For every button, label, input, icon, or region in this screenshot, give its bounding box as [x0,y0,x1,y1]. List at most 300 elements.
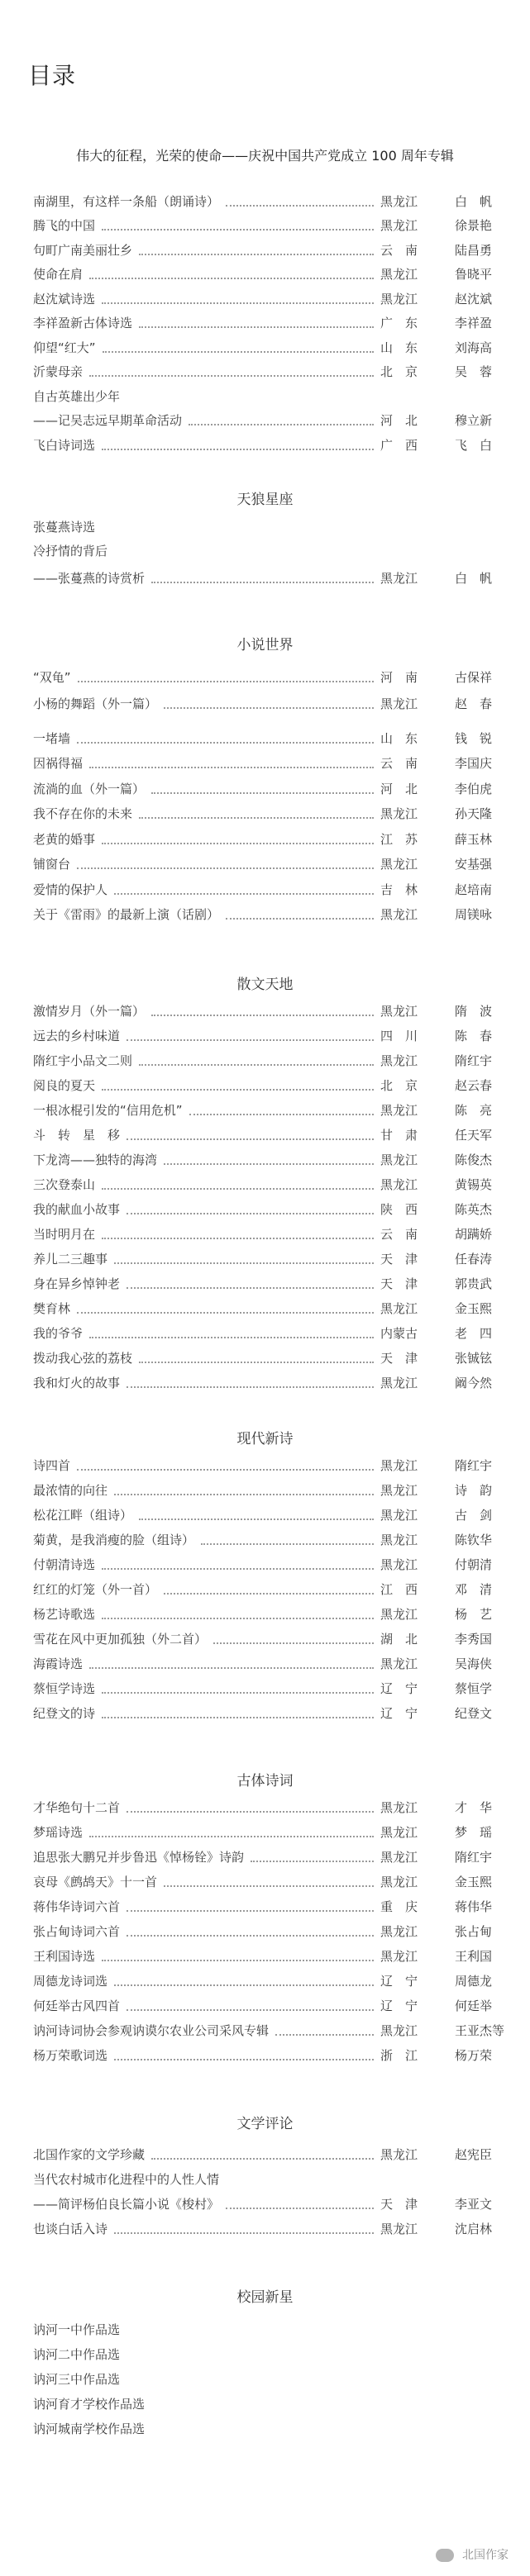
entry-province: 黑龙江 [380,806,418,821]
dot-leader [164,707,374,709]
entry-title: 我不存在你的未来 [33,804,134,824]
dot-leader [114,2232,374,2234]
dot-leader [139,1064,374,1066]
entry-title: 我的爷爷 [33,1324,84,1343]
watermark-text: 北国作家 [462,2549,509,2562]
section-title: 校园新星 [236,2289,294,2306]
entry-title: 冷抒情的背后 [33,541,109,561]
entry-title: 一根冰棍引发的“信用危机” [33,1100,184,1120]
entry-title: 张占甸诗词六首 [33,1922,122,1942]
entry-title: 蒋伟华诗词六首 [33,1897,122,1917]
dot-leader [127,1386,374,1388]
entry-title: 何廷举古风四首 [33,1996,122,2016]
dot-leader [189,1114,374,1115]
entry-author: 钱 锐 [455,731,493,746]
toc-entry[interactable] [33,1175,504,1195]
entry-province: 四 川 [380,1029,418,1043]
entry-title: 最浓情的向往 [33,1480,109,1500]
entry-province: 陕 西 [380,1202,418,1217]
dot-leader [78,681,374,682]
entry-province: 黑龙江 [380,1004,418,1019]
entry-province: 江 西 [380,1582,418,1597]
entry-province: 重 庆 [380,1899,418,1914]
entry-title: 关于《雷雨》的最新上演（话剧） [33,905,221,924]
dot-leader [89,278,374,279]
entry-title: 隋红宇小品文二则 [33,1051,134,1071]
entry-title: 李祥盈新古体诗选 [33,313,134,333]
dot-leader [127,1287,374,1289]
dot-leader [102,229,374,231]
entry-author: 隋红宇 [455,1053,493,1068]
dot-leader [164,1593,374,1595]
entry-author: 张占甸 [455,1924,493,1939]
entry-title: 养儿二三趣事 [33,1249,109,1269]
toc-entry[interactable] [33,668,504,687]
toc-entry[interactable] [33,1996,504,2016]
entry-province: 黑龙江 [380,907,418,922]
entry-author: 赵培南 [455,882,493,897]
entry-author: 杨万荣 [455,2048,493,2063]
entry-author: 孙天隆 [455,806,493,821]
toc-entry[interactable] [33,192,504,211]
toc-entry[interactable] [33,1897,504,1917]
entry-province: 黑龙江 [380,1533,418,1547]
entry-title: 我的献血小故事 [33,1200,122,1219]
entry-title: 飞白诗词选 [33,435,97,455]
entry-province: 黑龙江 [380,1153,418,1167]
entry-author: 赵 春 [455,696,493,711]
dot-leader [102,1089,374,1091]
entry-author: 周镁咏 [455,907,493,922]
entry-province: 天 津 [380,1276,418,1291]
entry-province: 黑龙江 [380,1607,418,1622]
watermark [436,2546,509,2563]
entry-province: 云 南 [380,1227,418,1242]
dot-leader [102,1618,374,1619]
entry-province: 黑龙江 [380,696,418,711]
dot-leader [275,2034,374,2036]
entry-title: 当时明月在 [33,1224,97,1244]
dot-leader [164,1885,374,1887]
entry-title: 张蔓燕诗选 [33,517,97,537]
entry-province: 黑龙江 [380,2222,418,2236]
entry-author: 蒋伟华 [455,1899,493,1914]
toc-entry[interactable] [33,2021,504,2041]
dot-leader [127,1910,374,1912]
toc-entry[interactable] [33,1076,504,1096]
toc-entry[interactable] [33,1456,504,1476]
toc-entry[interactable] [33,362,504,382]
dot-leader [89,1836,374,1837]
entry-title: 菊黄，是我消瘦的脸（组诗） [33,1530,196,1550]
entry-author: 付朝清 [455,1557,493,1572]
entry-province: 黑龙江 [380,1949,418,1964]
entry-author: 金玉熙 [455,1301,493,1316]
entry-province: 黑龙江 [380,1458,418,1473]
entry-title: 阅良的夏天 [33,1076,97,1096]
entry-author: 白 帆 [455,194,493,209]
toc-entry[interactable] [33,1555,504,1575]
entry-title: 樊育林 [33,1299,72,1319]
toc-entry[interactable] [33,1847,504,1867]
entry-author: 鲁晓平 [455,267,493,282]
section-title: 小说世界 [236,637,294,654]
dot-leader [127,1811,374,1813]
toc-entry[interactable] [33,1051,504,1071]
dot-leader [201,1543,374,1545]
entry-province: 黑龙江 [380,1557,418,1572]
entry-title: 讷河育才学校作品选 [33,2394,146,2414]
toc-entry[interactable] [33,1224,504,1244]
entry-title: 讷河城南学校作品选 [33,2419,146,2439]
entry-title: 身在异乡悼钟老 [33,1274,122,1294]
entry-title: 激情岁月（外一篇） [33,1001,146,1021]
entry-title: 下龙湾——独特的海湾 [33,1150,159,1170]
entry-title: 也谈白话入诗 [33,2219,109,2239]
toc-entry[interactable] [33,1249,504,1269]
toc-entry[interactable] [33,1125,504,1145]
entry-author: 李国庆 [455,756,493,771]
toc-entry[interactable] [33,1704,504,1723]
entry-province: 云 南 [380,756,418,771]
entry-province: 黑龙江 [380,2147,418,2162]
entry-title: 周德龙诗词选 [33,1971,109,1991]
entry-author: 郭贵武 [455,1276,493,1291]
section-title: 古体诗词 [236,1773,294,1789]
entry-province: 河 北 [380,413,418,428]
entry-title: 松花江畔（组诗） [33,1505,134,1525]
entry-province: 河 南 [380,670,418,685]
entry-province: 甘 肃 [380,1128,418,1143]
dot-leader [151,2158,374,2160]
entry-title: 老黄的婚事 [33,829,97,849]
dot-leader [213,1642,374,1644]
toc-entry[interactable] [33,2320,504,2340]
entry-province: 黑龙江 [380,1850,418,1865]
entry-author: 吴 蓉 [455,364,493,379]
toc-entry[interactable] [33,2345,504,2365]
dot-leader [102,1717,374,1718]
entry-title: 讷河诗词协会参观讷谟尔农业公司采风专辑 [33,2021,270,2041]
toc-entry[interactable] [33,1823,504,1842]
entry-author: 李祥盈 [455,316,493,330]
entry-author: 刘海高 [455,340,493,355]
toc-entry[interactable] [33,1872,504,1892]
entry-author: 蔡恒学 [455,1681,493,1696]
entry-author: 才 华 [455,1800,493,1815]
entry-province: 黑龙江 [380,1656,418,1671]
toc-entry[interactable] [33,1480,504,1500]
dot-leader [226,2208,374,2209]
entry-province: 黑龙江 [380,267,418,282]
entry-title: 远去的乡村味道 [33,1026,122,1046]
toc-entry[interactable] [33,264,504,284]
dot-leader [189,424,374,425]
entry-province: 黑龙江 [380,1825,418,1840]
dot-leader [127,1138,374,1140]
entry-title: 北国作家的文学珍藏 [33,2145,146,2165]
entry-title: ——张蔓燕的诗赏析 [33,568,146,588]
toc-entry[interactable] [33,2394,504,2414]
toc-entry[interactable] [33,779,504,799]
entry-title: 追思张大鹏兄并步鲁迅《悼杨铨》诗韵 [33,1847,246,1867]
toc-entry[interactable] [33,854,504,874]
entry-title: ——简评杨伯良长篇小说《梭村》 [33,2194,221,2214]
toc-entry[interactable] [33,240,504,260]
entry-author: 任天军 [455,1128,493,1143]
dot-leader [151,1015,374,1016]
entry-title: 蔡恒学诗选 [33,1679,97,1699]
toc-entry[interactable] [33,1348,504,1368]
toc-entry[interactable] [33,1274,504,1294]
dot-leader [139,817,374,819]
entry-author: 飞 白 [455,438,493,453]
toc-entry[interactable] [33,1922,504,1942]
entry-title: 铺窗台 [33,854,72,874]
entry-author: 杨 艺 [455,1607,493,1622]
entry-author: 陈 春 [455,1029,493,1043]
toc-entry[interactable] [33,694,504,714]
entry-province: 北 京 [380,364,418,379]
entry-province: 内蒙古 [380,1326,418,1341]
entry-province: 黑龙江 [380,1376,418,1390]
entry-province: 黑龙江 [380,1483,418,1498]
dot-leader [102,1568,374,1570]
entry-province: 黑龙江 [380,1800,418,1815]
dot-leader [151,582,374,583]
entry-title: 当代农村城市化进程中的人性人情 [33,2170,221,2189]
entry-province: 辽 宁 [380,1999,418,2013]
entry-title: 才华绝句十二首 [33,1798,122,1818]
entry-author: 安基强 [455,857,493,872]
dot-leader [127,1935,374,1937]
dot-leader [139,326,374,328]
toc-entry[interactable] [33,829,504,849]
entry-province: 浙 江 [380,2048,418,2063]
entry-author: 陈钦华 [455,1533,493,1547]
entry-author: 沈启林 [455,2222,493,2236]
dot-leader [127,1039,374,1041]
entry-author: 阚今然 [455,1376,493,1390]
entry-province: 辽 宁 [380,1706,418,1721]
special-issue-banner: 伟大的征程，光荣的使命——庆祝中国共产党成立 100 周年专辑 [76,148,454,164]
toc-entry[interactable] [33,2219,504,2239]
entry-author: 徐景艳 [455,218,493,233]
entry-province: 黑龙江 [380,2023,418,2038]
entry-title: 哀母《鹧鸪天》十一首 [33,1872,159,1892]
dot-leader [89,1667,374,1669]
entry-author: 陈俊杰 [455,1153,493,1167]
entry-title: 爱情的保护人 [33,880,109,900]
entry-author: 老 四 [455,1326,493,1341]
dot-leader [114,1984,374,1986]
dot-leader [114,1262,374,1264]
entry-author: 隋红宇 [455,1458,493,1473]
toc-entry[interactable] [33,1679,504,1699]
entry-province: 黑龙江 [380,1508,418,1523]
entry-title: 自古英雄出少年 [33,387,122,406]
toc-entry[interactable] [33,435,504,455]
entry-title: 一堵墙 [33,729,72,749]
entry-title: 杨艺诗歌选 [33,1604,97,1624]
toc-entry[interactable] [33,1971,504,1991]
toc-entry[interactable] [33,387,504,406]
entry-province: 吉 林 [380,882,418,897]
dot-leader [127,1213,374,1214]
toc-entry[interactable] [33,216,504,235]
entry-title: 讷河一中作品选 [33,2320,122,2340]
entry-province: 黑龙江 [380,1177,418,1192]
entry-author: 周德龙 [455,1974,493,1989]
toc-entry[interactable] [33,1505,504,1525]
toc-entry[interactable] [33,1324,504,1343]
entry-province: 辽 宁 [380,1974,418,1989]
entry-province: 山 东 [380,340,418,355]
entry-province: 辽 宁 [380,1681,418,1696]
toc-entry[interactable] [33,905,504,924]
entry-author: 隋红宇 [455,1850,493,1865]
dot-leader [77,867,374,869]
entry-title: 我和灯火的故事 [33,1373,122,1393]
toc-entry[interactable] [33,753,504,773]
toc-entry[interactable] [33,1100,504,1120]
toc-entry[interactable] [33,2369,504,2389]
entry-author: 白 帆 [455,571,493,586]
entry-author: 陈 亮 [455,1103,493,1118]
entry-title: 句町广南美丽壮乡 [33,240,134,260]
entry-title: 三次登泰山 [33,1175,97,1195]
section-title: 天狼星座 [236,492,294,508]
entry-author: 穆立新 [455,413,493,428]
entry-province: 黑龙江 [380,571,418,586]
entry-title: 讷河二中作品选 [33,2345,122,2365]
entry-title: 南湖里，有这样一条船（朗诵诗） [33,192,221,211]
entry-title: 赵沈斌诗选 [33,289,97,309]
dot-leader [139,1519,374,1520]
entry-title: 雪花在风中更加孤独（外二首） [33,1629,208,1649]
toc-entry[interactable] [33,2145,504,2165]
dot-leader [103,351,374,353]
dot-leader [102,302,374,304]
dot-leader [139,254,374,255]
entry-author: 古保祥 [455,670,493,685]
entry-title: 杨万荣歌词选 [33,2046,109,2065]
entry-author: 任春涛 [455,1252,493,1267]
toc-entry[interactable] [33,1001,504,1021]
dot-leader [102,1238,374,1239]
entry-title: 红红的灯笼（外一首） [33,1580,159,1599]
toc-entry[interactable] [33,1150,504,1170]
entry-author: 古 剑 [455,1508,493,1523]
toc-entry[interactable] [33,1580,504,1599]
entry-province: 黑龙江 [380,1103,418,1118]
entry-title: 付朝清诗选 [33,1555,97,1575]
toc-entry[interactable] [33,1946,504,1966]
entry-author: 纪登文 [455,1706,493,1721]
wechat-icon [436,2549,454,2562]
entry-province: 江 苏 [380,832,418,847]
toc-entry[interactable] [33,541,504,561]
toc-entry[interactable] [33,2046,504,2065]
entry-author: 王利国 [455,1949,493,1964]
toc-entry[interactable] [33,2170,504,2189]
entry-author: 张铖铉 [455,1351,493,1366]
toc-entry[interactable] [33,1654,504,1674]
dot-leader [102,449,374,450]
dot-leader [139,1362,374,1363]
entry-title: “双龟” [33,668,73,687]
toc-entry[interactable] [33,289,504,309]
entry-author: 何廷举 [455,1999,493,2013]
toc-entry[interactable] [33,338,504,358]
entry-title: 沂蒙母亲 [33,362,84,382]
dot-leader [114,893,374,895]
entry-author: 诗 韵 [455,1483,493,1498]
dot-leader [102,843,374,844]
dot-leader [89,1337,374,1338]
toc-entry[interactable] [33,1530,504,1550]
toc-entry[interactable] [33,1299,504,1319]
toc-entry[interactable] [33,880,504,900]
toc-entry[interactable] [33,1200,504,1219]
dot-leader [77,1312,374,1314]
toc-entry[interactable] [33,1798,504,1818]
toc-entry[interactable] [33,1604,504,1624]
entry-title: 流淌的血（外一篇） [33,779,146,799]
entry-title: 海霞诗选 [33,1654,84,1674]
entry-province: 天 津 [380,2197,418,2212]
entry-title: ——记吴志远早期革命活动 [33,411,184,430]
entry-province: 山 东 [380,731,418,746]
dot-leader [77,1469,374,1471]
toc-entry[interactable] [33,729,504,749]
entry-author: 胡蹒娇 [455,1227,493,1242]
toc-entry[interactable] [33,568,504,588]
entry-author: 梦 瑶 [455,1825,493,1840]
section-title: 文学评论 [236,2116,294,2132]
toc-entry[interactable] [33,313,504,333]
dot-leader [89,767,374,768]
toc-entry[interactable] [33,804,504,824]
toc-entry[interactable] [33,1629,504,1649]
entry-author: 吴海侠 [455,1656,493,1671]
entry-author: 隋 波 [455,1004,493,1019]
toc-entry[interactable] [33,1026,504,1046]
toc-entry[interactable] [33,2419,504,2439]
entry-title: 诗四首 [33,1456,72,1476]
entry-author: 李亚文 [455,2197,493,2212]
dot-leader [102,1960,374,1961]
dot-leader [151,792,374,794]
entry-province: 黑龙江 [380,1053,418,1068]
entry-title: 讷河三中作品选 [33,2369,122,2389]
toc-entry[interactable] [33,517,504,537]
dot-leader [226,205,374,207]
dot-leader [114,1494,374,1495]
entry-title: 梦瑶诗选 [33,1823,84,1842]
toc-entry[interactable] [33,2194,504,2214]
entry-author: 王亚杰等 [455,2023,505,2038]
entry-author: 邓 清 [455,1582,493,1597]
entry-author: 李秀国 [455,1632,493,1647]
entry-author: 薛玉林 [455,832,493,847]
toc-entry[interactable] [33,1373,504,1393]
dot-leader [226,918,374,920]
toc-entry[interactable] [33,411,504,430]
entry-province: 广 东 [380,316,418,330]
dot-leader [89,375,374,377]
entry-province: 云 南 [380,243,418,258]
